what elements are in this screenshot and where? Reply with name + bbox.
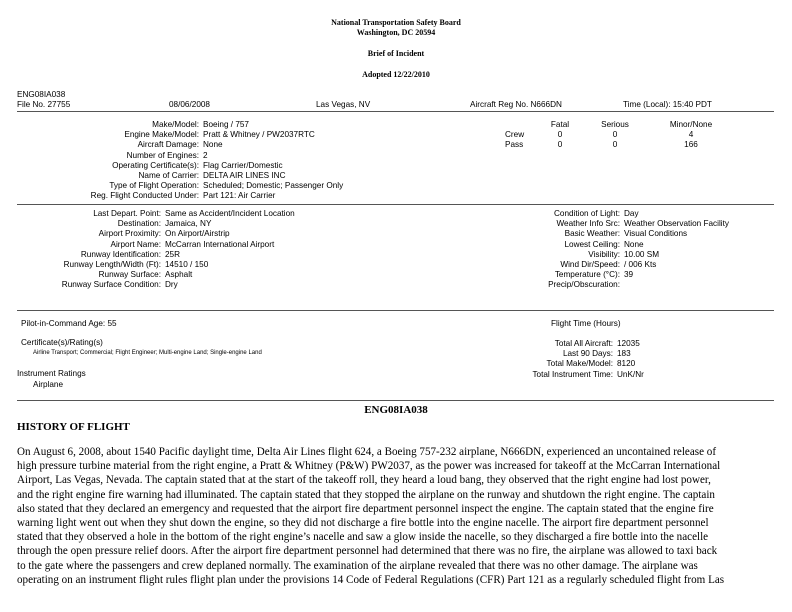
flight-field-value: Dry (165, 280, 178, 290)
event-location: Las Vegas, NV (316, 100, 371, 109)
narrative-line: and the right engine fire warning had illuminated. The captain stated that they stopped the airplane on the runway and shutdown the right engine. The captain (17, 488, 715, 501)
injury-cell: 166 (684, 140, 698, 150)
agency-address: Washington, DC 20594 (356, 28, 436, 37)
weather-field-row (500, 209, 729, 219)
adopted-date: Adopted 12/22/2010 (362, 70, 430, 79)
narrative-line: through the open pressure relief doors. After the airport fire department personnel had determined that there was no fire, the airplane was allowed to taxi back (17, 545, 718, 558)
flight-time-field-row (520, 339, 644, 349)
pilot-age: Pilot-in-Command Age: 55 (21, 319, 117, 328)
weather-field-label: Wind Dir/Speed: (560, 260, 620, 270)
flight-field-value: Jamaica, NY (165, 219, 212, 229)
document-type: Brief of Incident (367, 49, 425, 58)
instrument-ratings-heading: Instrument Ratings (17, 369, 86, 378)
flight-field-row (17, 260, 295, 270)
case-id: ENG08IA038 (17, 90, 66, 99)
column-header: Serious (601, 120, 629, 129)
agency-name: National Transportation Safety Board (331, 18, 461, 27)
flight-time-field-label: Last 90 Days: (562, 349, 613, 359)
flight-time-info (520, 339, 644, 380)
aircraft-field-row (17, 161, 343, 171)
aircraft-field-label: Make/Model: (152, 120, 199, 129)
weather-field-label: Temperature (°C): (554, 270, 620, 280)
flight-field-label: Runway Identification: (80, 249, 161, 259)
weather-field-value: Day (624, 209, 639, 218)
narrative-line: stated that they observed a hole in the bottom of the right engine’s nacelle and saw a glow inside the nacelle, so they discharged a fire bottle into the nacelle (17, 531, 709, 544)
flight-field-value: Same as Accident/Incident Location (165, 209, 295, 218)
flight-field-row (17, 250, 295, 260)
injury-cell: 0 (557, 140, 563, 150)
flight-field-row (17, 209, 295, 219)
weather-field-row (500, 250, 729, 260)
flight-field-label: Last Depart. Point: (93, 209, 161, 218)
event-date: 08/06/2008 (169, 100, 210, 109)
aircraft-field-value: Pratt & Whitney / PW2037RTC (203, 130, 315, 140)
narrative-line: high pressure turbine material from the right engine, a Pratt & Whitney (P&W) PW2037, as the power was increased for takeoff at the McCarran International (17, 460, 721, 473)
flight-time-field-value: UnK/Nr (617, 369, 644, 379)
injury-row (505, 140, 737, 150)
weather-field-label: Visibility: (588, 249, 620, 259)
flight-field-label: Runway Surface Condition: (61, 280, 161, 290)
weather-field-value: Weather Observation Facility (624, 219, 729, 229)
narrative-line: On August 6, 2008, about 1540 Pacific daylight time, Delta Air Lines flight 624, a Boeing 757-232 airplane, N666DN, experienced an uncontained release of (17, 446, 717, 458)
row-label: Pass (505, 140, 524, 150)
aircraft-field-label: Name of Carrier: (138, 171, 199, 181)
flight-time-field-value: 8120 (617, 359, 636, 369)
flight-field-value: McCarran International Airport (165, 239, 275, 249)
injury-cell: 0 (612, 140, 618, 150)
section-title: HISTORY OF FLIGHT (17, 421, 130, 433)
weather-field-value: Visual Conditions (624, 229, 688, 239)
aircraft-field-label: Reg. Flight Conducted Under: (90, 191, 199, 201)
divider (17, 204, 774, 205)
flight-time-field-label: Total Instrument Time: (532, 369, 613, 379)
row-label: Crew (505, 130, 525, 140)
weather-field-row (500, 280, 729, 290)
flight-field-value: Asphalt (165, 270, 193, 280)
weather-field-label: Precip/Obscuration: (548, 280, 620, 290)
weather-field-row (500, 240, 729, 250)
aircraft-field-value: 2 (203, 150, 208, 160)
weather-field-row (500, 260, 729, 270)
flight-field-label: Airport Proximity: (98, 229, 161, 239)
aircraft-field-value: Boeing / 757 (203, 120, 249, 129)
aircraft-registration: Aircraft Reg No. N666DN (470, 100, 562, 109)
weather-field-label: Basic Weather: (564, 229, 620, 239)
weather-info (500, 209, 729, 291)
weather-field-value: 39 (624, 270, 634, 280)
injury-row (505, 130, 737, 140)
flight-time-heading: Flight Time (Hours) (551, 319, 621, 328)
aircraft-field-value: Part 121: Air Carrier (203, 191, 276, 201)
aircraft-field-value: DELTA AIR LINES INC (203, 171, 286, 181)
aircraft-info (17, 120, 343, 202)
flight-time-field-row (520, 349, 644, 359)
flight-field-label: Airport Name: (110, 239, 161, 249)
aircraft-field-value: None (203, 140, 223, 150)
injury-cell: 4 (688, 130, 694, 140)
weather-field-label: Weather Info Src: (556, 219, 620, 229)
flight-field-row (17, 270, 295, 280)
narrative-line: operating on an instrument flight rules flight plan under the provisions 14 Code of Federal Regulations (CFR) Part 121 as a regularly scheduled flight from Las (17, 573, 725, 586)
injury-cell: 0 (612, 130, 618, 140)
flight-time-field-row (520, 359, 644, 369)
divider (17, 310, 774, 311)
flight-time-field-label: Total Make/Model: (546, 359, 613, 369)
weather-field-label: Lowest Ceiling: (564, 239, 620, 249)
injury-table (505, 120, 737, 151)
aircraft-field-value: Flag Carrier/Domestic (203, 160, 283, 170)
aircraft-field-row (17, 130, 343, 140)
injury-header-row (505, 120, 737, 130)
flight-time-field-value: 183 (617, 349, 631, 359)
weather-field-value: 10.00 SM (624, 249, 660, 259)
narrative-line: Airport, Las Vegas, Nevada. The captain stated that at the start of the takeoff roll, they heard a loud bang, they observed that the right engine had lost power, (17, 474, 711, 487)
narrative-line: warning light went out when they shut down the engine, so they did not discharge a fire bottle into the engine nacelle. The airport fire department personnel (17, 517, 709, 529)
instrument-ratings-value: Airplane (33, 380, 64, 389)
aircraft-field-label: Type of Flight Operation: (109, 181, 199, 191)
flight-field-row (17, 280, 295, 290)
divider (17, 400, 774, 401)
weather-field-row (500, 219, 729, 229)
flight-field-row (17, 240, 295, 250)
flight-field-value: 14510 / 150 (165, 260, 209, 270)
weather-field-row (500, 270, 729, 280)
flight-field-value: 25R (165, 249, 181, 259)
flight-info (17, 209, 295, 291)
flight-field-row (17, 229, 295, 239)
injury-cell: 0 (557, 130, 563, 140)
aircraft-field-label: Number of Engines: (126, 150, 199, 160)
aircraft-field-label: Operating Certificate(s): (112, 160, 199, 170)
certificates-heading: Certificate(s)/Rating(s) (21, 338, 103, 347)
weather-field-value: None (624, 239, 644, 249)
aircraft-field-row (17, 191, 343, 201)
weather-field-label: Condition of Light: (554, 209, 620, 218)
aircraft-field-label: Aircraft Damage: (137, 140, 199, 150)
weather-field-row (500, 229, 729, 239)
flight-time-field-row (520, 370, 644, 380)
flight-field-value: On Airport/Airstrip (165, 229, 230, 239)
narrative-case-id: ENG08IA038 (364, 404, 428, 416)
narrative-line: to the gate where the passengers and crew deplaned normally. The examination of the airplane revealed that there was no other damage. The airplane was (17, 559, 698, 572)
certificates-value: Airline Transport; Commercial; Flight Engineer; Multi-engine Land; Single-engine Land (33, 350, 262, 356)
flight-field-label: Runway Length/Width (Ft): (63, 260, 161, 270)
aircraft-field-row (17, 171, 343, 181)
weather-field-value (620, 280, 624, 290)
flight-field-label: Runway Surface: (98, 270, 161, 280)
flight-field-label: Destination: (117, 219, 161, 229)
aircraft-field-row (17, 140, 343, 150)
flight-time-field-label: Total All Aircraft: (554, 339, 613, 348)
weather-field-value: / 006 Kts (624, 260, 657, 270)
column-header: Fatal (550, 120, 570, 129)
local-time: Time (Local): 15:40 PDT (623, 100, 712, 109)
file-number: File No. 27755 (17, 100, 71, 109)
flight-time-field-value: 12035 (617, 339, 640, 348)
flight-field-row (17, 219, 295, 229)
divider (17, 111, 774, 112)
aircraft-field-row (17, 151, 343, 161)
narrative-line: also stated that they declared an emergency and requested that the airport fire department personnel inspect the engine. The captain stated that the engine fire (17, 502, 714, 515)
column-header: Minor/None (669, 120, 713, 129)
aircraft-field-row (17, 120, 343, 130)
aircraft-field-row (17, 181, 343, 191)
aircraft-field-label: Engine Make/Model: (124, 130, 199, 140)
aircraft-field-value: Scheduled; Domestic; Passenger Only (203, 181, 344, 191)
